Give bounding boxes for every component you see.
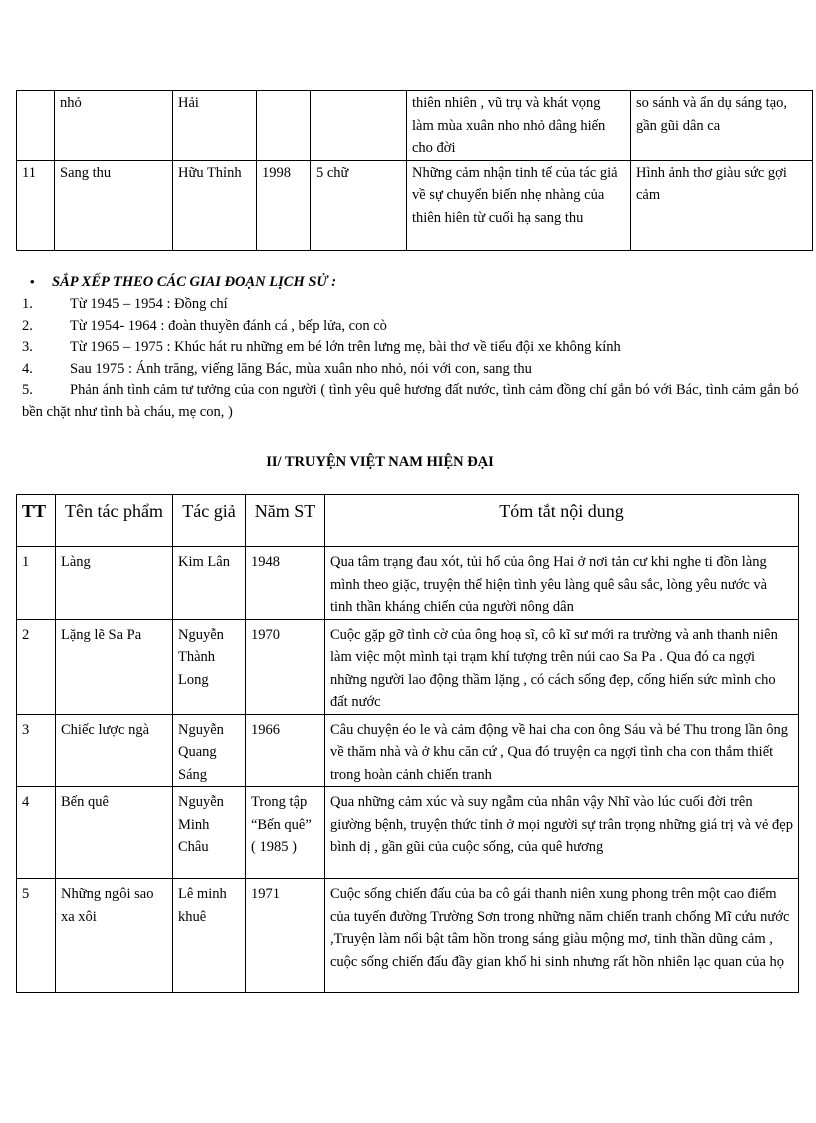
poem-year-cell: 1998 <box>257 160 311 250</box>
story-summary-cell: Cuộc sống chiến đấu của ba cô gái thanh niên xung phong trên một cao điểm của tuyến đường Trường Sơn trong những năm chiến tranh chống Mĩ cứu nước ,Truyện làm nổi bật tâm hồn trong sáng giàu mộng mơ, tinh thần dũng cảm , cuộc sống chiến đấu đầy gian khổ hi sinh nhưng rất hồn nhiên lạc quan của họ <box>325 879 799 993</box>
poem-art-cell: Hình ảnh thơ giàu sức gợi cảm <box>631 160 813 250</box>
story-summary-cell: Qua những cảm xúc và suy ngẫm của nhân vậy Nhĩ vào lúc cuối đời trên giường bệnh, truyện thức tỉnh ở mọi người sự trân trọng những giá trị và vẻ đẹp bình dị , gần gũi của cuộc sống, của quê hương <box>325 787 799 879</box>
story-year-cell: 1971 <box>246 879 325 993</box>
list-item-text: Từ 1965 – 1975 : Khúc hát ru những em bé lớn trên lưng mẹ, bài thơ về tiểu đội xe không kính <box>70 339 621 355</box>
poem-form-cell <box>311 91 407 161</box>
header-year: Năm ST <box>246 495 325 547</box>
history-list <box>22 294 812 423</box>
poem-author-cell: Hải <box>173 91 257 161</box>
list-item-text: Từ 1945 – 1954 : Đồng chí <box>70 296 228 312</box>
list-item-text: Sau 1975 : Ánh trăng, viếng lăng Bác, mùa xuân nho nhỏ, nói với con, sang thu <box>70 360 532 377</box>
story-author-cell: Nguyễn Minh Châu <box>173 787 246 879</box>
story-table <box>16 494 799 993</box>
story-no-cell: 2 <box>17 619 56 714</box>
poem-author-cell: Hữu Thỉnh <box>173 160 257 250</box>
header-tt: TT <box>17 495 56 547</box>
story-author-cell: Kim Lân <box>173 547 246 620</box>
story-no-cell: 5 <box>17 879 56 993</box>
header-title: Tên tác phẩm <box>56 495 173 547</box>
list-item-number: 3. <box>22 339 33 355</box>
poem-no-cell: 11 <box>17 160 55 250</box>
story-summary-cell: Cuộc gặp gỡ tình cờ của ông hoạ sĩ, cô kĩ sư mới ra trường và anh thanh niên làm việc một mình tại trạm khí tượng trên núi cao Sa Pa . Qua đó ca ngợi những người lao động thầm lặng , có cách sống đẹp, cống hiến sức mình cho đất nước <box>325 619 799 714</box>
story-title-cell: Chiếc lược ngà <box>56 714 173 787</box>
story-no-cell: 1 <box>17 547 56 620</box>
bullet-icon: • <box>30 274 35 289</box>
list-item-number: 2. <box>22 317 33 334</box>
story-year-cell: 1970 <box>246 619 325 714</box>
story-year-cell: 1966 <box>246 714 325 787</box>
poem-title-cell: Sang thu <box>55 160 173 250</box>
story-author-cell: Nguyễn Thành Long <box>173 619 246 714</box>
poem-no-cell <box>17 91 55 161</box>
story-author-cell: Nguyễn Quang Sáng <box>173 714 246 787</box>
table-row <box>17 714 799 787</box>
table-row <box>17 787 799 879</box>
list-item-number: 1. <box>22 296 33 312</box>
story-title-cell: Bến quê <box>56 787 173 879</box>
table-row <box>17 547 799 620</box>
table-row <box>17 160 813 250</box>
list-item <box>22 337 812 359</box>
list-item-text: Phản ánh tình cảm tư tưởng của con người ( tình yêu quê hương đất nước, tình cảm đồng chí gắn bó với Bác, tình cảm gắn bó bền chặt như tình bà cháu, mẹ con, ) <box>22 382 799 420</box>
table-row <box>17 619 799 714</box>
story-title-cell: Làng <box>56 547 173 620</box>
header-author: Tác giả <box>173 495 246 547</box>
poem-title-cell: nhỏ <box>55 91 173 161</box>
history-heading <box>30 272 337 292</box>
poem-year-cell <box>257 91 311 161</box>
list-item-number: 4. <box>22 360 33 377</box>
list-item <box>22 316 812 338</box>
poem-table <box>16 90 813 251</box>
table-row <box>17 91 813 161</box>
story-summary-cell: Qua tâm trạng đau xót, tủi hổ của ông Hai ở nơi tản cư khi nghe ti đồn làng mình theo giặc, truyện thể hiện tình yêu làng quê sâu sắc, lòng yêu nước và tinh thần kháng chiến của người nông dân <box>325 547 799 620</box>
story-no-cell: 3 <box>17 714 56 787</box>
list-item <box>22 359 812 381</box>
list-item-text: Từ 1954- 1964 : đoàn thuyền đánh cá , bếp lửa, con cò <box>70 317 387 334</box>
poem-content-cell: thiên nhiên , vũ trụ và khát vọng làm mùa xuân nho nhỏ dâng hiến cho đời <box>407 91 631 161</box>
section-title: II/ TRUYỆN VIỆT NAM HIỆN ĐẠI <box>266 454 494 470</box>
table-header-row <box>17 495 799 547</box>
story-author-cell: Lê minh khuê <box>173 879 246 993</box>
list-item-number: 5. <box>22 382 33 398</box>
poem-content-cell: Những cảm nhận tinh tế của tác giả về sự chuyển biến nhẹ nhàng của thiên hiên từ cuối hạ sang thu <box>407 160 631 250</box>
list-item <box>22 380 812 423</box>
list-item <box>22 294 812 316</box>
poem-form-cell: 5 chữ <box>311 160 407 250</box>
table-row <box>17 879 799 993</box>
poem-art-cell: so sánh và ẩn dụ sáng tạo, gần gũi dân ca <box>631 91 813 161</box>
story-title-cell: Những ngôi sao xa xôi <box>56 879 173 993</box>
story-no-cell: 4 <box>17 787 56 879</box>
history-heading-text: SẮP XẾP THEO CÁC GIAI ĐOẠN LỊCH SỬ : <box>52 274 337 290</box>
story-title-cell: Lặng lẽ Sa Pa <box>56 619 173 714</box>
story-summary-cell: Câu chuyện éo le và cảm động về hai cha con ông Sáu và bé Thu trong lần ông về thăm nhà và ở khu căn cứ , Qua đó truyện ca ngợi tình cha con thắm thiết trong hoàn cảnh chiến tranh <box>325 714 799 787</box>
story-year-cell: Trong tập “Bến quê” ( 1985 ) <box>246 787 325 879</box>
header-summary: Tóm tắt nội dung <box>325 495 799 547</box>
story-year-cell: 1948 <box>246 547 325 620</box>
